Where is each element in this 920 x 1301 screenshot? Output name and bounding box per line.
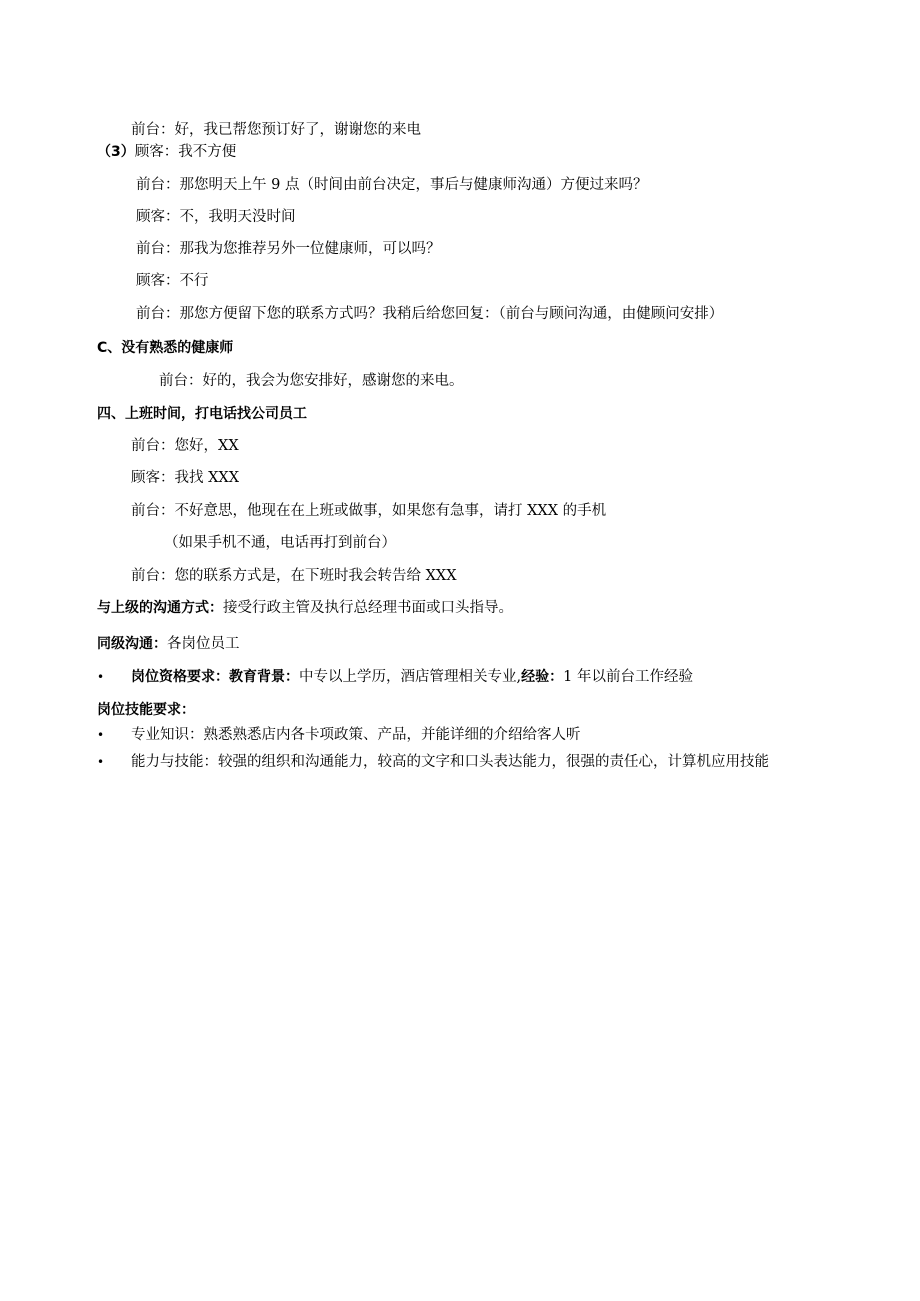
bullet-icon: • xyxy=(97,728,105,742)
skills-heading: 岗位技能要求： xyxy=(97,702,195,718)
comm-superior-text: 接受行政主管及执行总经理书面或口头指导。 xyxy=(223,600,513,616)
exp-label: 经验： xyxy=(521,669,564,685)
exp-text: 1 年以前台工作经验 xyxy=(563,669,693,685)
dialogue-line: 前台：您的联系方式是，在下班时我会转告给 XXX xyxy=(131,568,457,584)
dialogue-line: 前台：不好意思，他现在在上班或做事，如果您有急事，请打 XXX 的手机 xyxy=(131,503,607,519)
dialogue-line: 顾客：我找 XXX xyxy=(131,470,240,486)
dialogue-text: 顾客：我不方便 xyxy=(134,144,237,160)
section-heading-c: C、没有熟悉的健康师 xyxy=(97,340,234,356)
dialogue-line: 顾客：不，我明天没时间 xyxy=(136,209,296,225)
dialogue-line: 前台：那我为您推荐另外一位健康师，可以吗？ xyxy=(136,241,441,257)
bullet-icon: • xyxy=(97,755,105,769)
list-number: （3） xyxy=(97,144,135,160)
dialogue-line: 前台：那您明天上午 9 点（时间由前台决定，事后与健康师沟通）方便过来吗？ xyxy=(136,177,648,193)
comm-peer-label: 同级沟通： xyxy=(97,636,167,652)
qualification-label: 岗位资格要求： xyxy=(131,669,229,685)
comm-peer xyxy=(97,634,240,654)
qualification-line xyxy=(131,667,693,687)
comm-peer-text: 各岗位员工 xyxy=(167,636,240,652)
list-item: 能力与技能：较强的组织和沟通能力，较高的文字和口头表达能力，很强的责任心，计算机应用技能 xyxy=(131,754,769,770)
dialogue-line: 前台：那您方便留下您的联系方式吗？我稍后给您回复：（前台与顾问沟通，由健顾问安排） xyxy=(136,306,724,322)
section-heading-4: 四、上班时间，打电话找公司员工 xyxy=(97,406,307,422)
comm-superior xyxy=(97,598,513,618)
dialogue-line: 前台：好，我已帮您预订好了，谢谢您的来电 xyxy=(131,122,421,138)
dialogue-note: （如果手机不通，电话再打到前台） xyxy=(164,535,396,551)
dialogue-line: 顾客：不行 xyxy=(136,273,209,289)
edu-label: 教育背景： xyxy=(229,669,299,685)
comm-superior-label: 与上级的沟通方式： xyxy=(97,600,223,616)
bullet-icon: • xyxy=(97,670,105,684)
edu-text: 中专以上学历，酒店管理相关专业, xyxy=(299,669,522,685)
dialogue-line-numbered xyxy=(97,142,236,162)
dialogue-line: 前台：您好，XX xyxy=(131,438,239,454)
dialogue-line: 前台：好的，我会为您安排好，感谢您的来电。 xyxy=(159,373,464,389)
list-item: 专业知识：熟悉熟悉店内各卡项政策、产品，并能详细的介绍给客人听 xyxy=(131,727,581,743)
